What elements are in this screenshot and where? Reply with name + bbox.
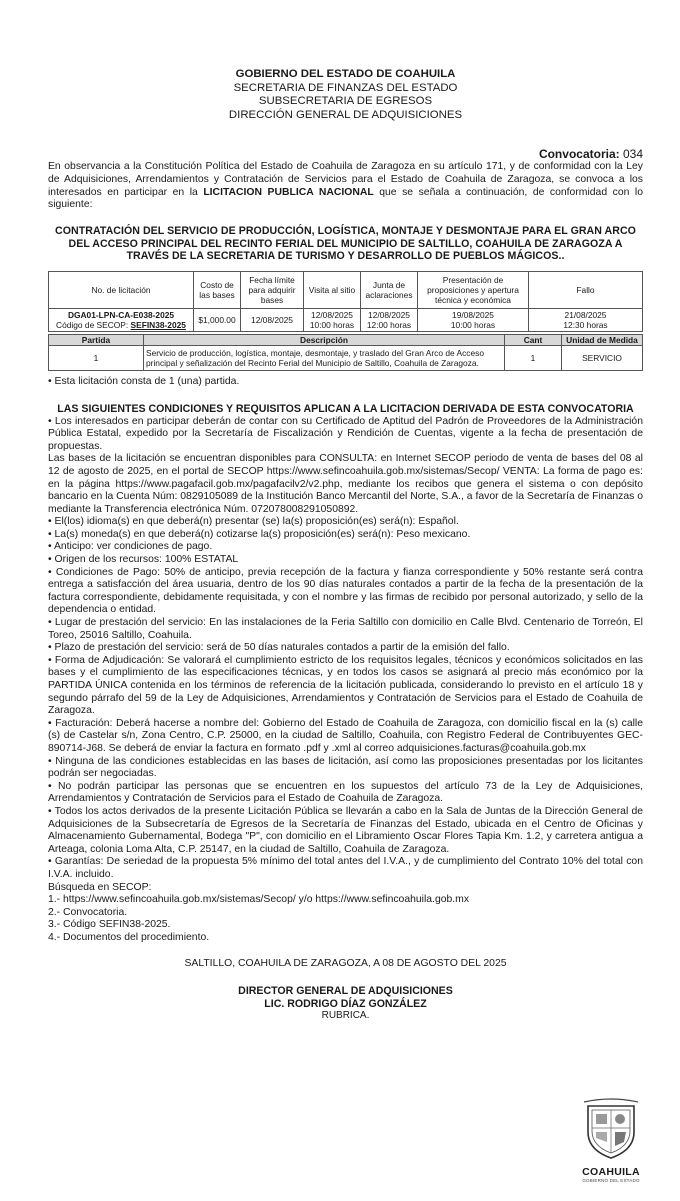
list-item: • Los interesados en participar deberán de contar con su Certificado de Aptitud del Padrón de Proveedores de la Administración Pública Estatal, expedido por la Secretaría de Fiscalización y Rendición de Cuentas, vigente a la fecha de presentación de propuestas. (48, 415, 643, 452)
intro-bold: LICITACION PUBLICA NACIONAL (203, 186, 374, 198)
col-header: Visita al sitio (304, 272, 361, 309)
partida-note: • Esta licitación consta de 1 (una) partida. (48, 376, 240, 388)
convocatoria-value: 034 (622, 147, 643, 162)
place-date: SALTILLO, COAHUILA DE ZARAGOZA, A 08 DE AGOSTO DEL 2025 (184, 958, 507, 970)
list-item: • Plazo de prestación del servicio: será de 50 días naturales contados a partir de la emisión del fallo. (48, 642, 510, 654)
list-item: 2.- Convocatoria. (48, 906, 128, 918)
rubrica: RUBRICA. (321, 1010, 370, 1022)
conditions-title: LAS SIGUIENTES CONDICIONES Y REQUISITOS APLICAN A LA LICITACION DERIVADA DE ESTA CONVOCATORIA (57, 402, 634, 415)
visita-fecha: 12/08/2025 (311, 310, 353, 321)
junta-hora: 12:00 horas (366, 320, 412, 331)
list-item: • Garantías: De seriedad de la propuesta 5% mínimo del total antes del I.V.A., y de cumplimiento del Contrato 10% del total con I.V.A. incluido. (48, 856, 643, 880)
secop-code: SEFIN38-2025 (130, 320, 186, 331)
subsecretaria-name: SUBSECRETARIA DE EGRESOS (258, 95, 433, 108)
intro-paragraph (48, 161, 643, 211)
partida-cell: 1 (49, 346, 144, 371)
list-item: • No podrán participar las personas que se encuentren en los supuestos del artículo 73 de la Ley de Adquisiciones, Arrendamientos y Contratación de Servicios para el Estado de Coahuila de Zaragoza. (48, 780, 643, 805)
partida-table (48, 334, 643, 371)
document-header (48, 68, 643, 122)
signature-block (48, 985, 643, 1023)
junta-fecha: 12/08/2025 (368, 310, 410, 321)
list-item: • Anticipo: ver condiciones de pago. (48, 541, 213, 553)
intro-text-1: En observancia a la Constitución Política del Estado de Coahuila de Zaragoza en su artículo 171, y de conformidad con la Ley de Adquisiciones, Arrendamientos y Contratación de Servicios para el Estado de Coahuila de Zaragoza, se convoca a los interesados en participar en la (48, 161, 643, 198)
col-header: Descripción (144, 335, 505, 346)
conditions-list (48, 416, 643, 945)
list-item: • Lugar de prestación del servicio: En las instalaciones de la Feria Saltillo con domicilio en Calle Blvd. Centenario de Torreón, El Toreo, 25016 Saltillo, Coahuila. (48, 617, 643, 641)
list-item: • El(los) idioma(s) en que deberá(n) presentar (se) la(s) proposición(es) será(n): Español. (48, 516, 459, 528)
secretaria-name: SECRETARIA DE FINANZAS DEL ESTADO (233, 81, 458, 94)
fallo-fecha: 21/08/2025 (564, 310, 607, 321)
list-item: • Todos los actos derivados de la presente Licitación Pública se llevarán a cabo en la Sala de Juntas de la Dirección General de Adquisiciones de la Subsecretaría de Egresos de la Secretaría de Finanzas del Estado, ubicada en el Centro de Oficinas y Almacenamiento Gubernamental, Bodega "P", con domicilio en el Libramiento Oscar Flores Tapia Km. 1.2, y carretera antigua a Arteaga, colonia Loma Alta, C.P. 25147, en la ciudad de Saltillo, Coahuila de Zaragoza. (48, 805, 643, 855)
fecha-limite-cell: 12/08/2025 (241, 309, 304, 332)
col-header: Fecha límite para adquirir bases (241, 272, 304, 309)
list-item: • Forma de Adjudicación: Se valorará el cumplimiento estricto de los requisitos legales, técnicos y económicos solicitados en las bases y el cumplimiento de las especificaciones técnicas, y en todos los casos se asignará al precio más económico por la PARTIDA ÚNICA contenida en los términos de referencia de la licitación publicada, considerando lo previsto en el artículo 18 y segundo párrafo del 59 de la Ley de Adquisiciones, Arrendamientos y Contratación de Servicios para el Estado de Coahuila de Zaragoza. (48, 654, 643, 717)
list-item: 3.- Código SEFIN38-2025. (48, 919, 171, 931)
presentacion-fecha: 19/08/2025 (452, 310, 494, 321)
col-header: No. de licitación (49, 272, 194, 309)
visita-cell (304, 309, 361, 332)
table-row (49, 346, 643, 371)
table-header-row (49, 335, 643, 346)
secop-line (51, 320, 191, 330)
col-header: Costo de las bases (194, 272, 241, 309)
list-item: • Origen de los recursos: 100% ESTATAL (48, 554, 239, 566)
col-header: Fallo (529, 272, 643, 309)
signer-title: DIRECTOR GENERAL DE ADQUISICIONES (238, 985, 453, 998)
coahuila-logo (571, 1098, 651, 1183)
col-header: Presentación de proposiciones y apertura técnica y económica (418, 272, 529, 309)
intro-text-2: que se señala a continuación, de conformidad con lo siguiente: (48, 186, 644, 211)
government-name: GOBIERNO DEL ESTADO DE COAHUILA (235, 68, 456, 80)
licitacion-number: DGA01-LPN-CA-E038-2025 (67, 310, 175, 321)
licitacion-table (48, 271, 643, 332)
list-item: • La(s) moneda(s) en que deberá(n) cotizarse la(s) proposición(es) será(n): Peso mexicano. (48, 528, 471, 540)
table-header-row (49, 272, 643, 309)
list-item: 4.- Documentos del procedimiento. (48, 931, 210, 943)
list-item: • Facturación: Deberá hacerse a nombre del: Gobierno del Estado de Coahuila de Zaragoza, con domicilio fiscal en la (s) calle (s) de Castelar s/n, Zona Centro, C.P. 25000, en la ciudad de Saltillo, Coahuila, con Registro Federal de Contribuyentes GEC-890714-J68. Se deberá de enviar la factura en formato .pdf y .xml al correo adquisiciones.facturas@coahuila.gob.mx (48, 717, 643, 754)
secop-label: Código de SECOP: (56, 320, 131, 331)
list-item: Las bases de la licitación se encuentran disponibles para CONSULTA: en Internet SECOP periodo de venta de bases del 08 al 12 de agosto de 2025, en el portal de SECOP https://www.sefincoahuila.gob.mx/sistemas/Secop/ VENTA: La forma de pago es: en la página https://www.pagafacil.gob.mx/pagafacilv2/v2.php, mediante los recibos que genera el sistema o con depósito bancario en la Cuenta Núm: 0829105089 de la Institución Banco Mercantil del Norte, S.A., a favor de la Secretaría de Finanzas o mediante la Transferencia electrónica Núm. 072078008291050892. (48, 453, 643, 515)
costo-cell: $1,000.00 (194, 309, 241, 332)
junta-cell (361, 309, 418, 332)
col-header: Unidad de Medida (562, 335, 643, 346)
col-header: Cant (505, 335, 562, 346)
visita-hora: 10:00 horas (309, 320, 355, 331)
convocatoria-number (48, 147, 643, 161)
col-header: Junta de aclaraciones (361, 272, 418, 309)
licitacion-cell (49, 309, 194, 332)
list-item: 1.- https://www.sefincoahuila.gob.mx/sistemas/Secop/ y/o https://www.sefincoahuila.gob.mx (48, 894, 470, 906)
list-item: • Ninguna de las condiciones establecidas en las bases de licitación, así como las proposiciones presentadas por los licitantes podrán ser negociadas. (48, 755, 643, 780)
col-header: Partida (49, 335, 144, 346)
logo-subtitle: GOBIERNO DEL ESTADO (582, 1178, 640, 1183)
table-row (49, 309, 643, 332)
presentacion-hora: 10:00 horas (450, 320, 496, 331)
descripcion-cell: Servicio de producción, logística, montaje, desmontaje, y traslado del Gran Arco de Acceso principal y señalización del Recinto Ferial del Municipio de Saltillo, Coahuila de Zaragoza. (144, 346, 505, 371)
document-page (48, 68, 643, 1023)
licitacion-title: CONTRATACIÓN DEL SERVICIO DE PRODUCCIÓN, LOGÍSTICA, MONTAJE Y DESMONTAJE PARA EL GRAN ARCO DEL ACCESO PRINCIPAL DEL RECINTO FERIAL DEL MUNICIPIO DE SALTILLO, COAHUILA DE ZARAGOZA A TRAVÉS DE LA SECRETARIA DE TURISMO Y DESARROLLO DE PUEBLOS MÁGICOS.. (55, 224, 636, 263)
list-item: Búsqueda en SECOP: (48, 881, 152, 893)
logo-name: COAHUILA (582, 1166, 640, 1178)
direccion-name: DIRECCIÓN GENERAL DE ADQUISICIONES (228, 108, 463, 121)
signer-name: LIC. RODRIGO DÍAZ GONZÁLEZ (264, 997, 427, 1010)
list-item: • Condiciones de Pago: 50% de anticipo, previa recepción de la factura y fianza correspondiente y 50% restante será contra entrega a satisfacción del área usuaria, dentro de los 90 días naturales contados a partir de la fecha de la presentación de la factura correspondiente, debidamente requisitada, y con el nombre y las firmas de recibido por personal autorizado, y sello de la dependencia o entidad. (48, 566, 643, 616)
coat-of-arms-icon (582, 1098, 640, 1160)
cant-cell: 1 (505, 346, 562, 371)
unidad-cell: SERVICIO (562, 346, 643, 371)
convocatoria-label: Convocatoria: (538, 147, 620, 162)
fallo-hora: 12:30 horas (563, 320, 608, 331)
presentacion-cell (418, 309, 529, 332)
fallo-cell (529, 309, 643, 332)
